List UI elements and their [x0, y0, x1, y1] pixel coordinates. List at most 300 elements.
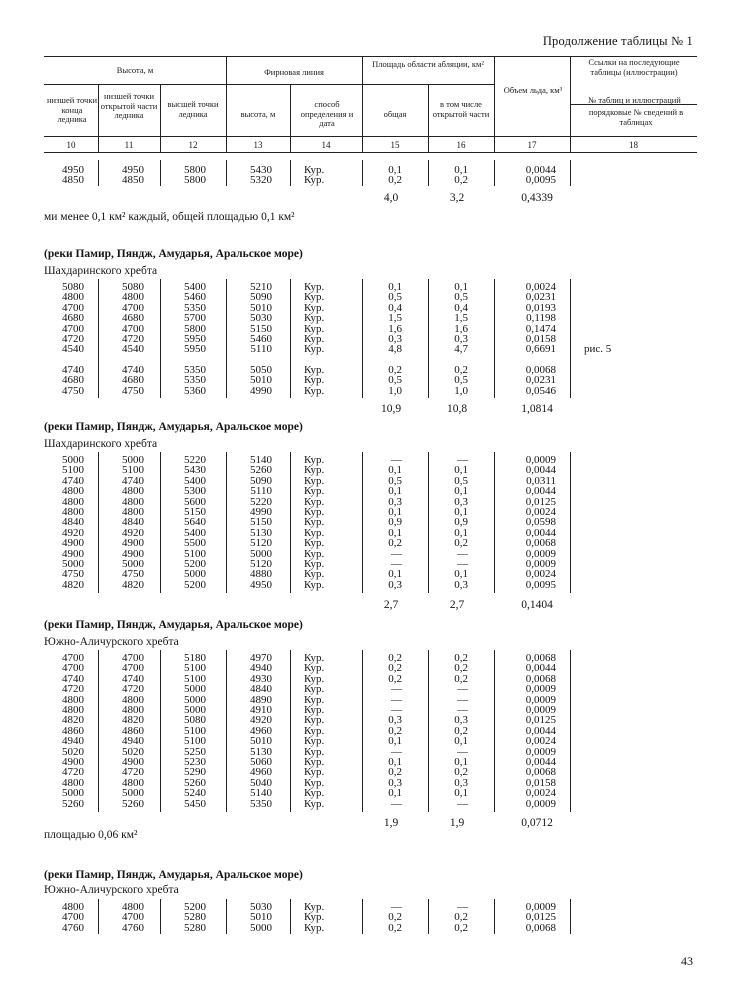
table-cell: 4760 — [122, 921, 144, 934]
header-col11: низшей точки открытой части ледника — [100, 91, 158, 121]
table-cell: 5260 — [184, 776, 206, 789]
table-cell: 4680 — [62, 312, 84, 325]
section-total: 10,9 — [380, 403, 402, 415]
table-cell: 1,0 — [388, 384, 402, 397]
table-cell: Кур. — [304, 363, 325, 376]
table-cell: 1,5 — [388, 312, 402, 325]
table-cell: 5200 — [184, 901, 206, 913]
table-cell: 0,2 — [454, 724, 468, 737]
table-cell: 4740 — [62, 672, 84, 685]
table-cell: 0,0024 — [525, 281, 556, 293]
table-cell: — — [391, 683, 402, 696]
table-cell: 5350 — [184, 301, 206, 314]
table-cell: 0,0068 — [525, 363, 556, 376]
table-cell: Кур. — [304, 787, 325, 800]
table-cell: 5000 — [184, 568, 206, 581]
table-row — [0, 303, 741, 313]
table-cell: Кур. — [304, 672, 325, 685]
table-cell: Кур. — [304, 911, 325, 924]
table-cell: 0,1 — [388, 568, 402, 581]
table-row — [0, 559, 741, 569]
table-cell: 0,1 — [388, 506, 402, 518]
header-col13: высота, м — [240, 109, 276, 119]
table-cell: Кур. — [304, 704, 325, 716]
table-cell: 5400 — [184, 281, 206, 293]
table-cell: 0,0068 — [525, 921, 556, 934]
table-cell: 4800 — [62, 693, 84, 706]
table-cell: 0,0068 — [525, 537, 556, 550]
table-cell: 0,2 — [388, 363, 402, 376]
section-subtitle: Южно-Аличурского хребта — [44, 636, 179, 648]
table-cell: 4860 — [122, 724, 144, 737]
section-subtitle: Шахдаринского хребта — [44, 265, 158, 277]
table-cell: 0,0009 — [525, 704, 556, 716]
table-cell: 0,4 — [454, 301, 468, 314]
table-cell: 5350 — [184, 374, 206, 387]
section-total: 1,0814 — [521, 403, 553, 415]
table-cell: 4910 — [250, 704, 272, 716]
table-cell: 0,3 — [388, 714, 402, 727]
header-col15: общая — [383, 109, 407, 119]
table-cell: 0,3 — [454, 714, 468, 727]
table-cell: — — [391, 745, 402, 758]
col-number: 10 — [66, 140, 76, 150]
table-row — [0, 569, 741, 579]
table-cell: 4750 — [62, 568, 84, 581]
table-cell: 0,2 — [454, 672, 468, 685]
table-cell: 0,1 — [454, 164, 468, 176]
table-cell: 0,1 — [454, 506, 468, 518]
table-row — [0, 365, 741, 375]
table-row — [0, 476, 741, 486]
table-cell: Кур. — [304, 516, 325, 529]
table-cell: 1,0 — [454, 384, 468, 397]
table-cell: 5000 — [122, 558, 144, 570]
table-cell: 5100 — [184, 735, 206, 748]
table-cell: 0,1 — [388, 756, 402, 768]
col-number: 11 — [124, 140, 134, 150]
table-cell: 0,2 — [454, 911, 468, 924]
table-row — [0, 497, 741, 507]
table-row — [0, 538, 741, 548]
table-cell: 0,1 — [454, 464, 468, 477]
table-cell: 4970 — [250, 652, 272, 664]
section-total: 2,7 — [383, 599, 399, 611]
table-cell: 1,6 — [454, 322, 468, 335]
table-row — [0, 912, 741, 922]
table-cell: 0,2 — [454, 652, 468, 664]
table-cell: Кур. — [304, 454, 325, 466]
table-cell: — — [457, 704, 468, 716]
table-cell: — — [457, 454, 468, 466]
table-cell: 5260 — [62, 797, 84, 810]
table-cell: Кур. — [304, 756, 325, 768]
table-cell: 4800 — [122, 693, 144, 706]
table-row — [0, 344, 741, 354]
table-cell: — — [391, 797, 402, 810]
table-cell: 5220 — [184, 454, 206, 466]
table-cell: 4700 — [122, 652, 144, 664]
table-cell: Кур. — [304, 735, 325, 748]
table-cell: 4740 — [62, 474, 84, 487]
table-cell: 4800 — [122, 291, 144, 304]
table-cell: Кур. — [304, 526, 325, 539]
table-cell: 5000 — [62, 454, 84, 466]
table-cell: 4800 — [122, 495, 144, 508]
table-cell: — — [391, 901, 402, 913]
table-cell: — — [457, 797, 468, 810]
table-cell: Кур. — [304, 301, 325, 314]
table-cell: 5100 — [184, 672, 206, 685]
table-cell: Кур. — [304, 745, 325, 758]
table-row — [0, 695, 741, 705]
table-cell: 0,0044 — [525, 756, 556, 768]
table-cell: 5400 — [184, 474, 206, 487]
table-cell: 4540 — [122, 343, 144, 356]
table-cell: 4940 — [250, 662, 272, 675]
col-number: 12 — [188, 140, 198, 150]
table-cell: 4,7 — [454, 343, 468, 356]
table-cell: 5000 — [250, 921, 272, 934]
header-area-group: Площадь области абляции, км² — [372, 59, 484, 69]
table-cell: 0,2 — [388, 921, 402, 934]
table-cell: 5000 — [62, 558, 84, 570]
table-cell: Кур. — [304, 374, 325, 387]
table-cell: 5350 — [184, 363, 206, 376]
table-cell: 1,5 — [454, 312, 468, 325]
table-cell: Кур. — [304, 537, 325, 550]
table-cell: 5040 — [250, 776, 272, 789]
table-cell: 0,0024 — [525, 735, 556, 748]
table-cell: 4700 — [62, 662, 84, 675]
table-cell: 5150 — [250, 516, 272, 529]
table-cell: 0,1 — [454, 526, 468, 539]
page-title: Продолжение таблицы № 1 — [542, 34, 693, 48]
table-cell: 0,0024 — [525, 568, 556, 581]
table-cell: Кур. — [304, 558, 325, 570]
table-row — [0, 663, 741, 673]
table-row — [0, 465, 741, 475]
table-cell: 0,2 — [388, 662, 402, 675]
table-cell: Кур. — [304, 333, 325, 345]
table-cell: 0,2 — [454, 537, 468, 550]
table-row — [0, 788, 741, 798]
table-cell: Кур. — [304, 281, 325, 293]
table-cell: Кур. — [304, 662, 325, 675]
header-col12: высшей точки ледника — [167, 99, 219, 119]
table-cell: — — [391, 693, 402, 706]
table-row — [0, 549, 741, 559]
table-cell: 5110 — [250, 485, 272, 498]
table-cell: 4700 — [122, 322, 144, 335]
table-cell: 0,6691 — [525, 343, 556, 356]
table-cell: 4750 — [122, 384, 144, 397]
table-cell: 5220 — [250, 495, 272, 508]
table-cell: 4820 — [122, 578, 144, 591]
table-cell: — — [457, 547, 468, 560]
section-total: 10,8 — [446, 403, 468, 415]
table-cell: 5290 — [184, 766, 206, 779]
table-row — [0, 684, 741, 694]
table-row — [0, 507, 741, 517]
table-cell: 0,0044 — [525, 662, 556, 675]
col-number: 13 — [253, 140, 263, 150]
table-cell: 0,2 — [454, 921, 468, 934]
table-cell: 4720 — [62, 333, 84, 345]
table-row — [0, 726, 741, 736]
table-row — [0, 386, 741, 396]
table-cell: 5640 — [184, 516, 206, 529]
table-cell: 5100 — [184, 662, 206, 675]
table-cell: 0,2 — [388, 652, 402, 664]
table-cell: 0,5 — [388, 291, 402, 304]
table-cell: 4850 — [62, 174, 84, 187]
table-cell: 5950 — [184, 333, 206, 345]
table-cell: 4800 — [62, 776, 84, 789]
table-cell: 5800 — [184, 174, 206, 187]
table-cell: 5010 — [250, 301, 272, 314]
table-cell: 4900 — [122, 756, 144, 768]
table-cell: 5030 — [250, 901, 272, 913]
table-cell: 5010 — [250, 911, 272, 924]
table-cell: 0,1 — [388, 787, 402, 800]
table-cell: 0,2 — [388, 724, 402, 737]
table-cell: 0,1 — [388, 485, 402, 498]
table-cell: 5000 — [184, 693, 206, 706]
table-cell: 5000 — [122, 787, 144, 800]
section-note: площадью 0,06 км² — [44, 829, 138, 841]
table-cell: 0,0193 — [525, 301, 556, 314]
table-row — [0, 517, 741, 527]
table-cell: 0,5 — [388, 374, 402, 387]
table-cell: — — [391, 454, 402, 466]
table-cell: 5200 — [184, 558, 206, 570]
table-cell: — — [457, 745, 468, 758]
table-cell: 5460 — [250, 333, 272, 345]
table-cell: 0,0158 — [525, 776, 556, 789]
table-cell: 4800 — [122, 485, 144, 498]
table-cell: 5030 — [250, 312, 272, 325]
table-cell: 4950 — [122, 164, 144, 176]
table-cell: 0,0231 — [525, 374, 556, 387]
table-cell: 5110 — [250, 343, 272, 356]
table-cell: 0,0598 — [525, 516, 556, 529]
table-cell: 0,0044 — [525, 526, 556, 539]
table-cell: 0,3 — [454, 578, 468, 591]
table-row — [0, 528, 741, 538]
table-cell: 4740 — [122, 363, 144, 376]
table-row — [0, 324, 741, 334]
table-cell: 5090 — [250, 474, 272, 487]
table-cell: 4900 — [62, 756, 84, 768]
table-cell: Кур. — [304, 495, 325, 508]
table-cell: 5080 — [62, 281, 84, 293]
table-cell: 0,1 — [388, 526, 402, 539]
section-total: 1,9 — [383, 817, 399, 829]
table-cell: 5280 — [184, 921, 206, 934]
table-cell: 0,0009 — [525, 693, 556, 706]
table-cell: 4800 — [62, 485, 84, 498]
table-cell: рис. 5 — [584, 343, 612, 356]
table-cell: Кур. — [304, 724, 325, 737]
col-number: 14 — [321, 140, 331, 150]
table-cell: 0,0125 — [525, 495, 556, 508]
section-total: 3,2 — [449, 192, 465, 204]
table-cell: 0,0068 — [525, 766, 556, 779]
table-cell: 4940 — [122, 735, 144, 748]
table-row — [0, 282, 741, 292]
table-cell: 4680 — [122, 374, 144, 387]
table-cell: 5300 — [184, 485, 206, 498]
table-cell: 4900 — [62, 537, 84, 550]
table-cell: 5120 — [250, 537, 272, 550]
table-cell: Кур. — [304, 578, 325, 591]
table-row — [0, 313, 741, 323]
table-cell: 0,0024 — [525, 787, 556, 800]
table-cell: 0,0009 — [525, 901, 556, 913]
table-cell: 4950 — [62, 164, 84, 176]
table-cell: 4840 — [62, 516, 84, 529]
table-cell: 5800 — [184, 164, 206, 176]
section-title: (реки Памир, Пяндж, Амударья, Аральское море) — [44, 248, 303, 260]
table-cell: 5180 — [184, 652, 206, 664]
table-row — [0, 375, 741, 385]
table-row — [0, 902, 741, 912]
table-cell: 0,5 — [454, 374, 468, 387]
table-cell: 0,0009 — [525, 745, 556, 758]
table-cell: 4720 — [122, 766, 144, 779]
table-cell: 0,5 — [388, 474, 402, 487]
table-cell: Кур. — [304, 547, 325, 560]
table-cell: 0,0546 — [525, 384, 556, 397]
section-total: 0,1404 — [521, 599, 553, 611]
table-row — [0, 455, 741, 465]
table-cell: 5010 — [250, 374, 272, 387]
table-cell: 0,1 — [388, 735, 402, 748]
table-cell: — — [391, 704, 402, 716]
table-cell: 0,0009 — [525, 797, 556, 810]
table-cell: 0,1474 — [525, 322, 556, 335]
table-cell: 4750 — [62, 384, 84, 397]
table-cell: 0,0044 — [525, 464, 556, 477]
table-cell: 0,2 — [454, 174, 468, 187]
table-row — [0, 580, 741, 590]
table-cell: 5130 — [250, 526, 272, 539]
section-subtitle: Южно-Аличурского хребта — [44, 884, 179, 896]
table-cell: 4800 — [62, 495, 84, 508]
table-row — [0, 757, 741, 767]
table-cell: 5020 — [62, 745, 84, 758]
table-cell: 5320 — [250, 174, 272, 187]
table-row — [0, 486, 741, 496]
table-cell: 5120 — [250, 558, 272, 570]
table-cell: 5360 — [184, 384, 206, 397]
table-cell: 0,2 — [454, 662, 468, 675]
table-cell: 4800 — [62, 291, 84, 304]
header-col16: в том числе открытой части — [432, 99, 490, 119]
table-cell: 4740 — [122, 672, 144, 685]
table-cell: 0,0009 — [525, 547, 556, 560]
table-cell: 0,3 — [454, 333, 468, 345]
header-col14: способ определения и дата — [300, 99, 354, 129]
table-cell: 0,1 — [388, 464, 402, 477]
col-number: 18 — [629, 140, 638, 150]
header-col10: низшей точки конца ледника — [46, 95, 98, 125]
table-cell: 5000 — [62, 787, 84, 800]
table-cell: 0,5 — [454, 291, 468, 304]
table-cell: 4760 — [62, 921, 84, 934]
table-row — [0, 175, 741, 185]
table-cell: — — [391, 558, 402, 570]
table-cell: 4850 — [122, 174, 144, 187]
section-total: 0,4339 — [521, 192, 553, 204]
header-col17: Объем льда, км³ — [503, 85, 563, 95]
table-cell: 5100 — [184, 547, 206, 560]
table-cell: 4680 — [62, 374, 84, 387]
table-row — [0, 736, 741, 746]
table-cell: 0,0068 — [525, 652, 556, 664]
table-row — [0, 334, 741, 344]
table-cell: — — [457, 683, 468, 696]
section-title: (реки Памир, Пяндж, Амударья, Аральское море) — [44, 619, 303, 631]
table-cell: — — [457, 693, 468, 706]
table-cell: 0,1 — [454, 735, 468, 748]
table-cell: 5200 — [184, 578, 206, 591]
table-cell: 5400 — [184, 526, 206, 539]
table-cell: 5350 — [250, 797, 272, 810]
table-row — [0, 747, 741, 757]
table-cell: 0,0009 — [525, 454, 556, 466]
header-refs-group: Ссылки на последующие таблицы (иллюстрации) — [588, 57, 680, 77]
table-cell: — — [391, 547, 402, 560]
table-cell: 5100 — [122, 464, 144, 477]
table-cell: 0,9 — [388, 516, 402, 529]
section-total: 1,9 — [449, 817, 465, 829]
table-cell: 4950 — [250, 578, 272, 591]
table-cell: 4900 — [62, 547, 84, 560]
section-title: (реки Памир, Пяндж, Амударья, Аральское море) — [44, 869, 303, 881]
table-cell: 5130 — [250, 745, 272, 758]
table-cell: 0,1 — [388, 164, 402, 176]
section-total: 2,7 — [449, 599, 465, 611]
table-cell: 0,0044 — [525, 724, 556, 737]
table-cell: 5060 — [250, 756, 272, 768]
table-cell: 5250 — [184, 745, 206, 758]
table-cell: Кур. — [304, 291, 325, 304]
table-cell: 0,1 — [454, 568, 468, 581]
table-cell: 0,2 — [388, 766, 402, 779]
table-cell: 0,0095 — [525, 174, 556, 187]
table-cell: 0,9 — [454, 516, 468, 529]
table-cell: 4800 — [62, 704, 84, 716]
table-cell: 4800 — [62, 901, 84, 913]
table-cell: 0,3 — [454, 495, 468, 508]
table-cell: 4720 — [122, 683, 144, 696]
table-row — [0, 923, 741, 933]
table-cell: 4720 — [62, 766, 84, 779]
table-cell: Кур. — [304, 652, 325, 664]
table-cell: 4820 — [62, 714, 84, 727]
table-cell: 5000 — [250, 547, 272, 560]
table-cell: 0,5 — [454, 474, 468, 487]
table-cell: Кур. — [304, 921, 325, 934]
table-cell: 0,3 — [388, 578, 402, 591]
table-cell: 0,3 — [388, 333, 402, 345]
table-cell: Кур. — [304, 506, 325, 518]
table-cell: 0,0024 — [525, 506, 556, 518]
table-cell: 5260 — [250, 464, 272, 477]
table-row — [0, 705, 741, 715]
